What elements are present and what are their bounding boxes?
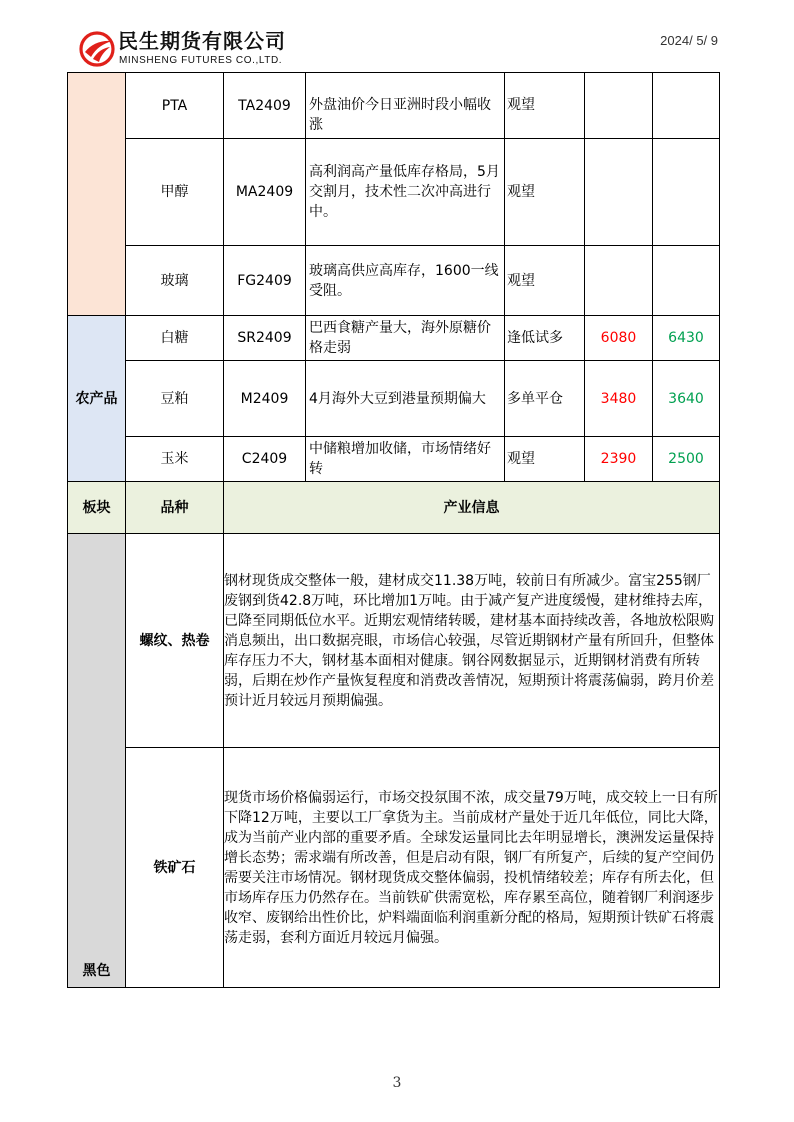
support-price	[585, 73, 653, 139]
product-name: 豆粕	[126, 361, 224, 437]
industry-info-text: 现货市场价格偏弱运行，市场交投氛围不浓，成交量79万吨，成交较上一日有所下降12万吨，主要以工厂拿货为主。当前成材产量处于近几年低位，同比大降，成为当前产业内部的重要矛盾。全球发运量同比去年明显增长，澳洲发运量保持增长态势；需求端有所改善，但是启动有限，钢厂有所复产，后续的复产空间仍需要关注市场情况。钢材现货成交整体偏弱，投机情绪较差；库存有所去化，但市场库存压力仍然存在。当前铁矿供需宽松，库存累至高位，随着钢厂利润逐步收窄、废钢给出性价比，炉料端面临利润重新分配的格局，短期预计铁矿石将震荡走弱，套利方面近月较远月偏强。	[224, 748, 720, 988]
industry-info-text: 钢材现货成交整体一般，建材成交11.38万吨，较前日有所减少。富宝255钢厂废钢到货42.8万吨，环比增加1万吨。由于减产复产进度缓慢，建材维持去库，已降至同期低位水平。近期宏观情绪转暖，建材基本面持续改善，各地放松限购消息频出，出口数据亮眼，市场信心较强，尽管近期钢材产量有所回升，但整体库存压力不大，钢材基本面相对健康。钢谷网数据显示，近期钢材消费有所转弱，后期在炒作产量恢复程度和消费改善情况，短期预计将震荡偏弱，跨月价差预计近月较远月预期偏强。	[224, 534, 720, 748]
table-row	[68, 437, 720, 482]
table-row	[68, 748, 720, 988]
contract-code: C2409	[224, 437, 306, 482]
industry-header-row	[68, 482, 720, 534]
report-date: 2024/ 5/ 9	[660, 33, 718, 48]
table-row	[68, 361, 720, 437]
table-row	[68, 139, 720, 246]
variety-name: 铁矿石	[126, 748, 224, 988]
trade-view: 逢低试多	[505, 316, 585, 361]
contract-code: FG2409	[224, 246, 306, 316]
variety-name: 螺纹、热卷	[126, 534, 224, 748]
resistance-price	[653, 73, 720, 139]
trade-view: 观望	[505, 246, 585, 316]
support-price: 2390	[585, 437, 653, 482]
minsheng-logo-icon	[79, 31, 115, 67]
support-price: 6080	[585, 316, 653, 361]
product-name: 玉米	[126, 437, 224, 482]
company-name-cn: 民生期货有限公司	[118, 29, 286, 53]
support-price: 3480	[585, 361, 653, 437]
support-price	[585, 139, 653, 246]
trade-view: 观望	[505, 139, 585, 246]
market-info: 高利润高产量低库存格局，5月交割月，技术性二次冲高进行中。	[306, 139, 505, 246]
header-industry-info: 产业信息	[224, 482, 720, 534]
contract-code: SR2409	[224, 316, 306, 361]
contract-code: M2409	[224, 361, 306, 437]
resistance-price: 3640	[653, 361, 720, 437]
resistance-price: 2500	[653, 437, 720, 482]
market-info: 玻璃高供应高库存，1600一线受阻。	[306, 246, 505, 316]
table-row	[68, 534, 720, 748]
section-label-agri: 农产品	[68, 316, 126, 482]
product-name: 甲醇	[126, 139, 224, 246]
futures-table	[67, 72, 720, 988]
resistance-price	[653, 246, 720, 316]
trade-view: 多单平仓	[505, 361, 585, 437]
resistance-price	[653, 139, 720, 246]
support-price	[585, 246, 653, 316]
table-row	[68, 316, 720, 361]
product-name: PTA	[126, 73, 224, 139]
trade-view: 观望	[505, 73, 585, 139]
market-info: 中储粮增加收储，市场情绪好转	[306, 437, 505, 482]
product-name: 白糖	[126, 316, 224, 361]
table-row	[68, 73, 720, 139]
market-info: 巴西食糖产量大，海外原糖价格走弱	[306, 316, 505, 361]
page-header	[0, 0, 794, 72]
market-info: 外盘油价今日亚洲时段小幅收涨	[306, 73, 505, 139]
company-name-en: MINSHENG FUTURES CO.,LTD.	[119, 55, 283, 66]
trade-view: 观望	[505, 437, 585, 482]
section-label-black: 黑色	[68, 534, 126, 988]
section-chem-cell	[68, 73, 126, 316]
header-sector: 板块	[68, 482, 126, 534]
header-variety: 品种	[126, 482, 224, 534]
resistance-price: 6430	[653, 316, 720, 361]
market-info: 4月海外大豆到港量预期偏大	[306, 361, 505, 437]
contract-code: TA2409	[224, 73, 306, 139]
table-row	[68, 246, 720, 316]
product-name: 玻璃	[126, 246, 224, 316]
page-number: 3	[392, 1075, 402, 1091]
contract-code: MA2409	[224, 139, 306, 246]
